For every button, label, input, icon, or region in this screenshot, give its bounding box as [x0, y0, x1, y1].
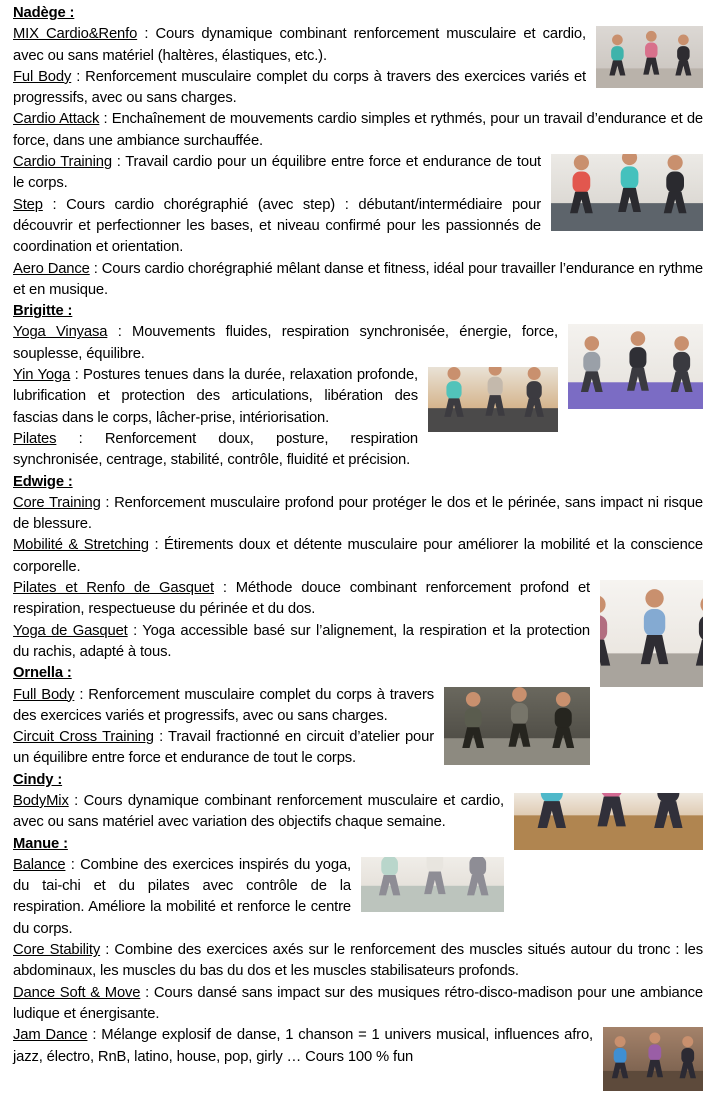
- course-paragraph: [13, 259, 703, 302]
- course-paragraph: [13, 855, 703, 940]
- people-silhouette-graphic: [603, 1027, 703, 1091]
- instructor-heading-manue: Manue :: [13, 835, 68, 852]
- separator: :: [111, 154, 126, 171]
- course-description: Renforcement doux, posture, respiration synchronisée, centrage, stabilité, contrôle, fluidité et précision.: [13, 430, 418, 469]
- separator: :: [42, 196, 67, 213]
- course-paragraph: [13, 940, 703, 983]
- course-name: Jam Dance: [13, 1027, 88, 1044]
- course-name: Core Stability: [13, 942, 101, 959]
- people-silhouette-graphic: [596, 26, 703, 88]
- course-name: Balance: [13, 856, 66, 873]
- photo-full-body-plank: [444, 687, 590, 765]
- course-name: Cardio Training: [13, 154, 112, 171]
- course-paragraph: [13, 685, 703, 728]
- instructor-heading-edwige: Edwige :: [13, 473, 73, 490]
- instructor-heading-cindy: Cindy :: [13, 771, 63, 788]
- course-description: Travail cardio pour un équilibre entre force et endurance de tout le corps.: [13, 154, 541, 192]
- course-name: Dance Soft & Move: [13, 984, 141, 1001]
- course-paragraph: [13, 727, 703, 770]
- separator: :: [70, 367, 84, 384]
- course-description: Yoga accessible basé sur l’alignement, la respiration et la protection du rachis, adapté à tous.: [13, 622, 590, 660]
- people-silhouette-graphic: [568, 324, 703, 409]
- course-paragraph: [13, 429, 703, 472]
- course-description: Mouvements fluides, respiration synchronisée, énergie, force, souplesse, équilibre.: [13, 324, 559, 362]
- course-name: Full Body: [13, 686, 75, 703]
- separator: :: [100, 494, 115, 511]
- photo-mix-cardio-renfo: [596, 26, 703, 88]
- photo-bodymix-abs: [514, 793, 703, 850]
- course-paragraph: [13, 152, 703, 195]
- course-paragraph: [13, 24, 703, 67]
- course-paragraph: [13, 578, 703, 621]
- photo-jam-dance: [603, 1027, 703, 1091]
- course-name: Aero Dance: [13, 260, 90, 277]
- people-silhouette-graphic: [600, 580, 703, 687]
- course-description: Postures tenues dans la durée, relaxation profonde, lubrification et protection des articulations, libération des fascias dans le corps, lâcher-prise, intériorisation.: [13, 367, 418, 426]
- separator: :: [87, 1027, 102, 1044]
- photo-step-class: [551, 154, 703, 231]
- course-name: Step: [13, 196, 43, 213]
- separator: :: [71, 68, 86, 85]
- course-name: Pilates: [13, 430, 57, 447]
- course-name: Ful Body: [13, 68, 72, 85]
- photo-yoga-vinyasa: [568, 324, 703, 409]
- separator: :: [56, 430, 105, 447]
- course-description: Cours dynamique combinant renforcement musculaire et cardio, avec ou sans matériel avec variation des objectifs chaque semaine.: [13, 792, 504, 831]
- course-name: Core Training: [13, 494, 101, 511]
- course-description: Combine des exercices inspirés du yoga, du tai-chi et du pilates avec contrôle de la respiration. Améliore la mobilité et renforce le centre du corps.: [13, 856, 351, 937]
- course-name: Circuit Cross Training: [13, 729, 154, 746]
- course-paragraph: [13, 791, 703, 834]
- separator: :: [65, 856, 81, 873]
- people-silhouette-graphic: [361, 857, 504, 912]
- course-description: Combine des exercices axés sur le renforcement des muscles situés autour du tronc : les abdominaux, les muscles du bas du dos et les muscles stabilisateurs profonds.: [13, 942, 703, 980]
- photo-balance-bridge: [361, 857, 504, 912]
- instructor-heading-nadege: Nadège :: [13, 5, 75, 21]
- course-paragraph: [13, 322, 703, 365]
- course-description: Mélange explosif de danse, 1 chanson = 1 univers musical, influences afro, jazz, électro, RnB, latino, house, pop, girly … Cours 100 % fun: [13, 1027, 593, 1065]
- course-description: Cours dynamique combinant renforcement musculaire et cardio, avec ou sans matériel (haltères, élastiques, etc.).: [13, 26, 586, 64]
- separator: :: [68, 792, 84, 809]
- course-paragraph: [13, 493, 703, 536]
- separator: :: [107, 324, 133, 341]
- course-description: Renforcement musculaire complet du corps à travers des exercices variés et progressifs, avec ou sans charges.: [13, 686, 434, 724]
- separator: :: [153, 729, 169, 746]
- course-description: Étirements doux et détente musculaire pour améliorer la mobilité et la conscience corporelle.: [13, 537, 703, 575]
- course-description: Méthode douce combinant renforcement profond et respiration, respectueuse du périnée et du dos.: [13, 580, 590, 618]
- course-description: Renforcement musculaire profond pour protéger le dos et le périnée, sans impact ni risque de blessure.: [13, 494, 703, 533]
- course-name: MIX Cardio&Renfo: [13, 26, 138, 43]
- course-name: Cardio Attack: [13, 111, 100, 128]
- separator: :: [99, 111, 112, 128]
- course-description: Travail fractionné en circuit d’atelier pour un équilibre entre force et endurance de tout le corps.: [13, 729, 434, 767]
- course-description: Cours dansé sans impact sur des musiques rétro-disco-madison pour une ambiance ludique et énergisante.: [13, 984, 703, 1022]
- course-name: Mobilité & Stretching: [13, 537, 149, 554]
- course-description: Cours cardio chorégraphié (avec step) : débutant/intermédiaire pour découvrir et perfectionner les bases, et niveau confirmé pour les passionnés de coordination et orientation.: [13, 196, 541, 256]
- separator: :: [74, 686, 89, 703]
- course-description: Enchaînement de mouvements cardio simples et rythmés, pour un travail d’endurance et de force, dans une ambiance surchauffée.: [13, 111, 703, 149]
- people-silhouette-graphic: [444, 687, 590, 765]
- course-paragraph: [13, 109, 703, 152]
- separator: :: [148, 537, 165, 554]
- separator: :: [100, 942, 115, 959]
- course-name: BodyMix: [13, 792, 69, 809]
- course-paragraph: [13, 535, 703, 578]
- course-name: Yoga de Gasquet: [13, 622, 128, 639]
- people-silhouette-graphic: [551, 154, 703, 231]
- separator: :: [213, 580, 236, 597]
- course-description: Cours cardio chorégraphié mêlant danse et fitness, idéal pour travailler l’endurance en rythme et en musique.: [13, 260, 703, 298]
- people-silhouette-graphic: [428, 367, 558, 432]
- course-name: Yin Yoga: [13, 367, 71, 384]
- course-paragraph: [13, 1025, 703, 1068]
- photo-yoga-gasquet: [600, 580, 703, 687]
- separator: :: [89, 260, 102, 277]
- photo-pilates-class: [428, 367, 558, 432]
- course-name: Pilates et Renfo de Gasquet: [13, 580, 214, 597]
- separator: :: [127, 622, 143, 639]
- course-description: Renforcement musculaire complet du corps à travers des exercices variés et progressifs, avec ou sans charges.: [13, 68, 586, 107]
- instructor-heading-brigitte: Brigitte :: [13, 303, 73, 320]
- separator: :: [137, 26, 156, 43]
- course-name: Yoga Vinyasa: [13, 324, 108, 341]
- separator: :: [140, 984, 154, 1001]
- instructor-heading-ornella: Ornella :: [13, 665, 72, 682]
- course-paragraph: [13, 983, 703, 1026]
- people-silhouette-graphic: [514, 793, 703, 850]
